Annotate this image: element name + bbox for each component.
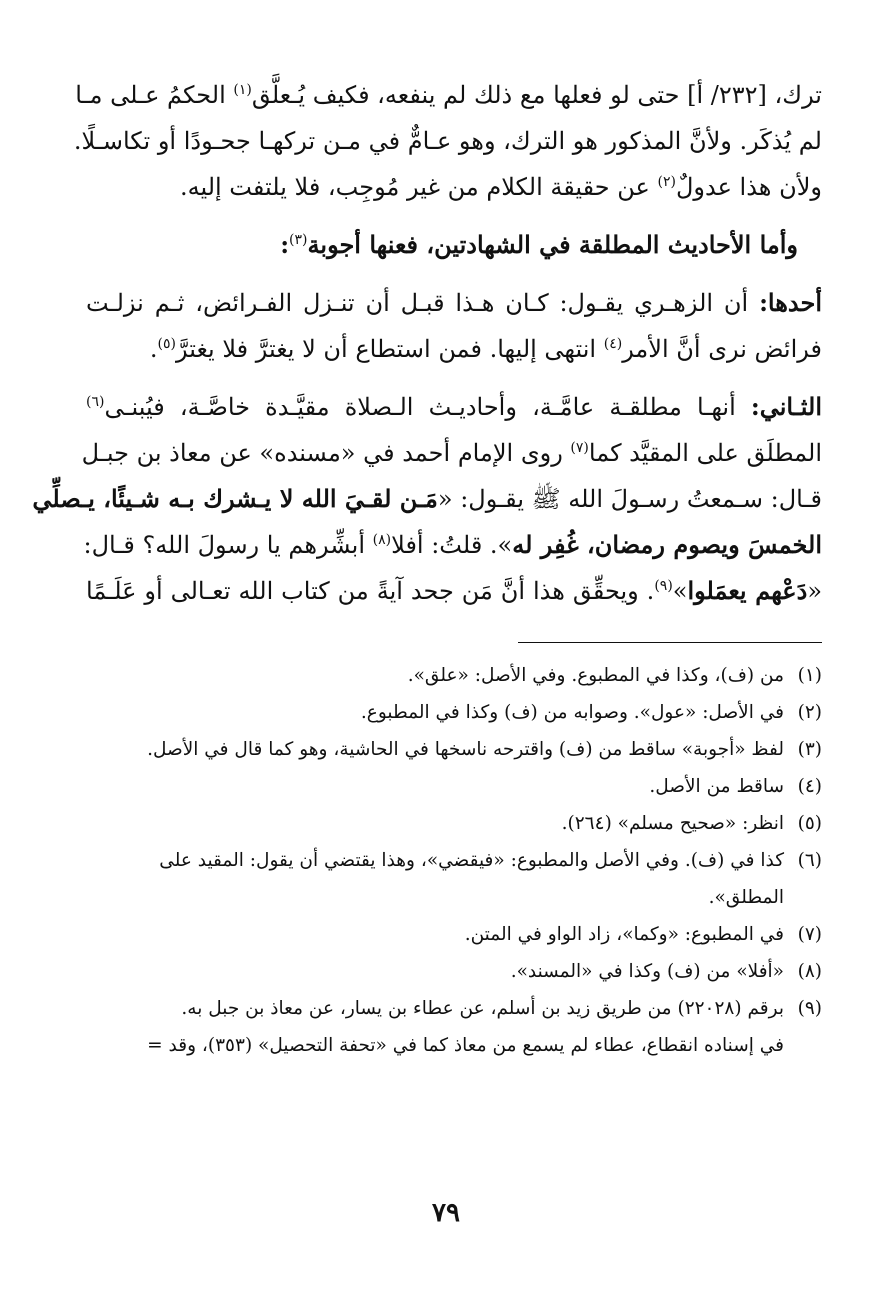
text-run: الحكمُ عـلى مـا — [75, 81, 234, 109]
footnote-divider — [518, 642, 822, 643]
footnote-text — [86, 731, 784, 768]
footnote-ref[interactable]: (١) — [233, 82, 252, 98]
page-number: ٧٩ — [432, 1198, 460, 1228]
footnote-line: انظر: «صحيح مسلم» (٢٦٤). — [561, 813, 784, 834]
text-run: عن حقيقة الكلام من غير مُوجِب، فلا يلتفت إليه. — [179, 173, 658, 201]
hadith-text: مَـن لقـيَ الله لا يـشرك بـه شـيئًا، يـصلِّي — [32, 484, 438, 513]
page-body — [32, 72, 822, 1064]
footnote-number: (٢) — [797, 702, 822, 723]
footnote — [86, 805, 822, 842]
footnote-ref[interactable]: (٢) — [657, 174, 676, 190]
text-run: انتهى إليها. فمن استطاع أن لا يغترَّ فلا يغترَّ — [175, 335, 604, 363]
footnote-number: (٧) — [797, 924, 822, 945]
footnote-ref[interactable]: (٧) — [570, 440, 589, 456]
text-run: أن الزهـري يقـول: كـان هـذا قبـل أن تنـزل الفـرائض، ثـم نزلـت — [86, 289, 760, 317]
paragraph-first-answer — [86, 280, 822, 372]
body-line — [86, 384, 822, 430]
text-run: ». قلتُ: أفلا — [391, 531, 513, 559]
footnote-line: من (ف)، وكذا في المطبوع. وفي الأصل: «علق». — [407, 665, 784, 686]
heading-text: وأما الأحاديث المطلقة في الشهادتين، فعنها أجوبة — [307, 230, 798, 259]
text-run: « — [807, 577, 822, 605]
footnote-number: (٨) — [797, 961, 822, 982]
text-run: المطلَق على المقيَّد كما — [588, 439, 822, 467]
footnote-ref[interactable]: (٩) — [654, 578, 673, 594]
text-run: روى الإمام أحمد في «مسنده» عن معاذ بن جبـل — [81, 439, 571, 467]
footnote — [86, 694, 822, 731]
footnote-text — [86, 842, 784, 916]
footnote-ref[interactable]: (٣) — [289, 232, 308, 248]
footnote-text — [86, 657, 784, 694]
footnote-number: (١) — [797, 665, 822, 686]
body-line — [86, 280, 822, 326]
section-heading — [86, 222, 798, 268]
text-run: لم يُذكَر. ولأنَّ المذكور هو الترك، وهو عـامٌّ في مـن تركهـا جحـودًا أو تكاسـلًا. — [73, 127, 822, 155]
footnote-text — [86, 916, 784, 953]
hadith-text: الخمسَ ويصوم رمضان، غُفِر له — [512, 530, 822, 559]
body-line — [73, 118, 822, 164]
footnote-line: في إسناده انقطاع، عطاء لم يسمع من معاذ كما في «تحفة التحصيل» (٣٥٣)، وقد = — [147, 1035, 784, 1056]
footnote-ref[interactable]: (٦) — [86, 394, 105, 410]
body-line — [32, 476, 822, 522]
body-line — [75, 72, 822, 118]
text-run: ولأن هذا عدولٌ — [675, 173, 822, 201]
hadith-text: دَعْهم يعمَلوا — [687, 576, 808, 605]
answer-label: الثـاني: — [750, 392, 822, 421]
body-line — [86, 164, 822, 210]
footnote — [86, 768, 822, 805]
footnote-number: (٥) — [797, 813, 822, 834]
text-run: » — [672, 577, 688, 605]
answer-label: أحدها: — [759, 288, 822, 317]
footnote-text — [86, 805, 784, 842]
footnote-text — [86, 768, 784, 805]
footnote-line: المطلق». — [708, 887, 784, 908]
footnote-line: برقم (٢٢٠٢٨) من طريق زيد بن أسلم، عن عطاء بن يسار، عن معاذ بن جبل به. — [181, 998, 784, 1019]
footnote-line: لفظ «أجوبة» ساقط من (ف) واقترحه ناسخها في الحاشية، وهو كما قال في الأصل. — [147, 739, 784, 760]
footnotes — [86, 657, 822, 1064]
footnote-text — [86, 990, 784, 1064]
text-run: . ويحقِّق هذا أنَّ مَن جحد آيةً من كتاب الله تعـالى أو عَلَـمًا — [86, 577, 655, 605]
heading-colon: : — [280, 230, 290, 259]
footnote-number: (٦) — [797, 850, 822, 871]
footnote-ref[interactable]: (٥) — [157, 336, 176, 352]
footnote-ref[interactable]: (٤) — [603, 336, 623, 352]
footnote — [86, 657, 822, 694]
footnote-ref[interactable]: (٨) — [372, 532, 392, 548]
body-line — [83, 522, 822, 568]
paragraph-second-answer — [32, 384, 822, 614]
footnote-line: «أفلا» من (ف) وكذا في «المسند». — [510, 961, 784, 982]
footnote-text — [86, 953, 784, 990]
text-run: فرائض نرى أنَّ الأمر — [622, 335, 822, 363]
footnote-text — [86, 694, 784, 731]
text-run: أنهـا مطلقـة عامَّـة، وأحاديـث الـصلاة مقيَّـدة خاصَّـة، فيُبنـى — [104, 393, 751, 421]
body-line — [86, 568, 822, 614]
footnote — [86, 990, 822, 1064]
footnote-line: ساقط من الأصل. — [649, 776, 784, 797]
body-line — [86, 326, 822, 372]
footnote — [86, 731, 822, 768]
text-run: ترك، [٢٣٢/ أ] حتى لو فعلها مع ذلك لم ينفعه، فكيف يُـعلَّق — [251, 81, 822, 109]
footnote-line: في المطبوع: «وكما»، زاد الواو في المتن. — [464, 924, 784, 945]
text-run: قـال: سـمعتُ رسـولَ الله ﷺ يقـول: « — [437, 485, 822, 513]
footnote-number: (٣) — [797, 739, 822, 760]
footnote-number: (٤) — [797, 776, 822, 797]
footnote — [86, 842, 822, 916]
body-line — [81, 430, 822, 476]
footnote — [86, 916, 822, 953]
text-run: . — [149, 335, 158, 363]
footnote-line: كذا في (ف). وفي الأصل والمطبوع: «فيقضي»، وهذا يقتضي أن يقول: المقيد على — [159, 850, 784, 871]
footnote-number: (٩) — [797, 998, 822, 1019]
text-run: أبشِّرهم يا رسولَ الله؟ قـال: — [83, 531, 373, 559]
footnote — [86, 953, 822, 990]
footnote-line: في الأصل: «عول». وصوابه من (ف) وكذا في المطبوع. — [360, 702, 784, 723]
